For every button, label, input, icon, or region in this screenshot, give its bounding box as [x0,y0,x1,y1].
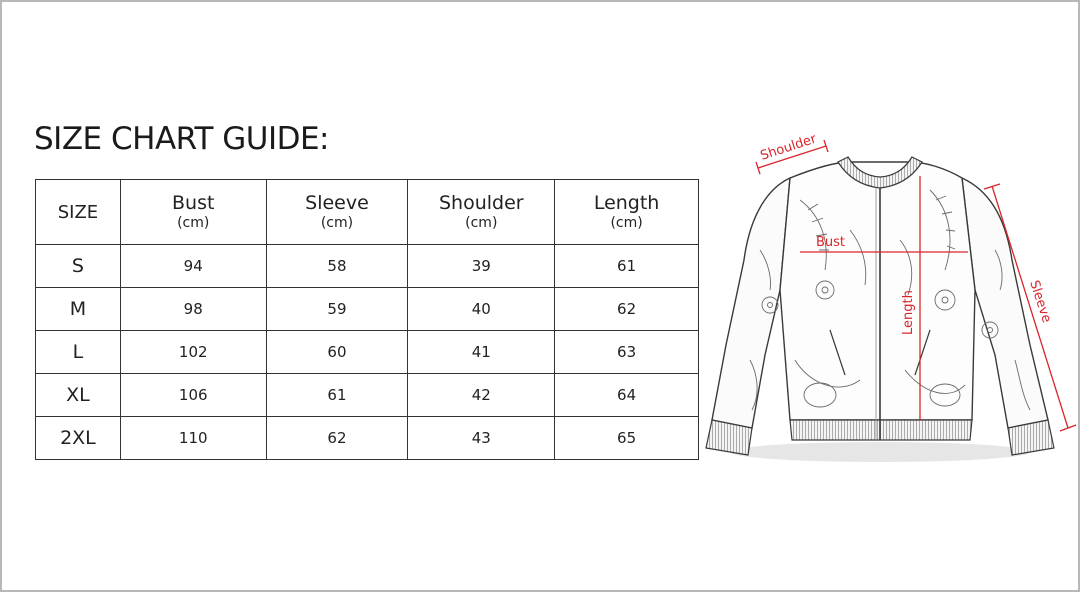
size-chart-table [35,179,699,460]
bust-cell: 94 [120,245,266,288]
header-label: Sleeve [305,191,369,214]
length-cell: 65 [555,417,699,460]
header-sleeve [266,180,408,245]
table-row [36,417,699,460]
header-unit: (cm) [320,215,354,232]
size-cell: L [36,331,121,374]
header-unit: (cm) [465,215,498,232]
header-size [36,180,121,245]
header-length [555,180,699,245]
length-cell: 64 [555,374,699,417]
sleeve-label: Sleeve [1026,278,1054,325]
size-cell: S [36,245,121,288]
size-cell: XL [36,374,121,417]
jacket-shadow [730,442,1030,462]
sleeve-cell: 62 [266,417,408,460]
sleeve-cell: 58 [266,245,408,288]
shoulder-cell: 40 [408,288,555,331]
table-row [36,245,699,288]
header-label: Bust [172,191,215,214]
length-cell: 62 [555,288,699,331]
jacket-body [780,162,975,420]
header-unit: (cm) [610,215,643,232]
shoulder-label: Shoulder [758,131,819,164]
length-label: Length [901,290,916,335]
header-shoulder [408,180,555,245]
hem-band [790,420,972,440]
header-label: Length [593,191,660,214]
bust-label: Bust [816,235,846,250]
table-row [36,331,699,374]
table-header-row [36,180,699,245]
bust-cell: 102 [120,331,266,374]
jacket-diagram [700,120,1076,480]
header-label: SIZE [57,201,99,223]
page-title: SIZE CHART GUIDE: [34,121,329,157]
sleeve-cell: 59 [266,288,408,331]
shoulder-cell: 43 [408,417,555,460]
shoulder-cell: 41 [408,331,555,374]
shoulder-cell: 42 [408,374,555,417]
header-bust [120,180,266,245]
jacket-illustration [700,120,1076,480]
size-cell: M [36,288,121,331]
size-cell: 2XL [36,417,121,460]
shoulder-cell: 39 [408,245,555,288]
sleeve-cell: 60 [266,331,408,374]
bust-cell: 98 [120,288,266,331]
header-label: Shoulder [438,191,524,214]
table-row [36,374,699,417]
bust-cell: 106 [120,374,266,417]
header-unit: (cm) [177,215,210,232]
table-row [36,288,699,331]
sleeve-cell: 61 [266,374,408,417]
length-cell: 61 [555,245,699,288]
length-cell: 63 [555,331,699,374]
left-sleeve [712,178,790,428]
bust-cell: 110 [120,417,266,460]
